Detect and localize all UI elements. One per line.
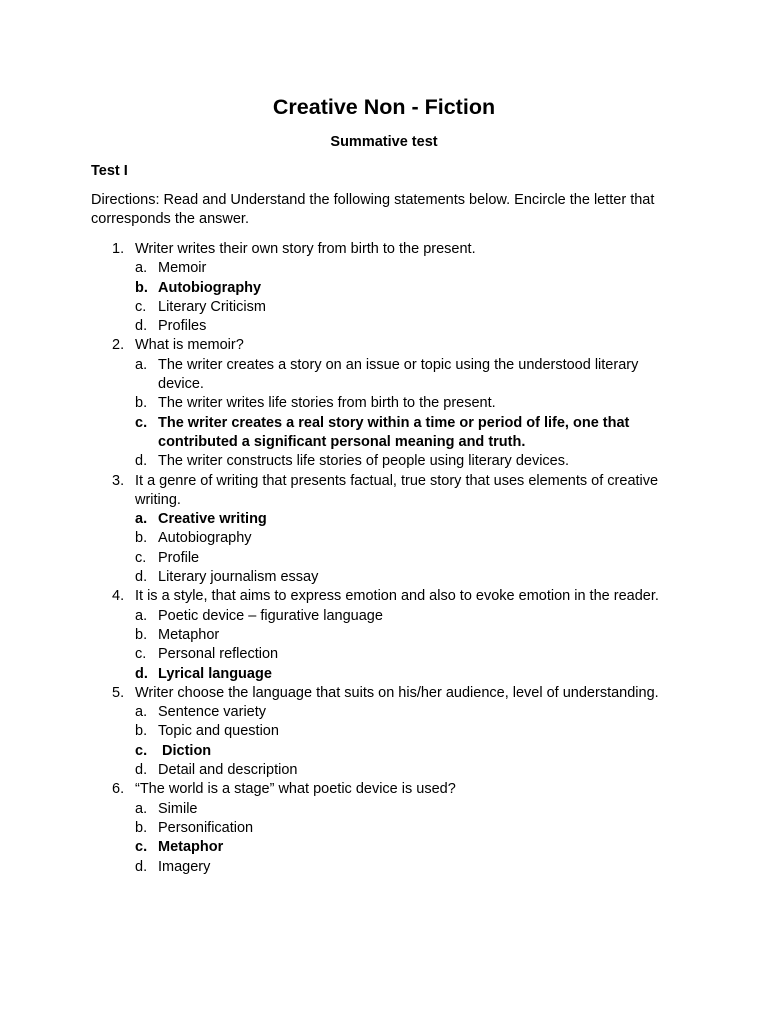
option-letter: d. [135, 453, 148, 470]
question-number: 6. [112, 781, 125, 798]
question-number: 3. [112, 472, 125, 489]
answer-option [0, 549, 768, 568]
question-item [0, 587, 768, 606]
option-text: Profile [158, 549, 200, 566]
option-letter: c. [135, 549, 147, 566]
question-text: Writer writes their own story from birth to the present. [135, 241, 476, 257]
option-letter: b. [135, 530, 148, 547]
option-letter: a. [135, 800, 148, 817]
option-text: Detail and description [158, 762, 298, 779]
answer-option-correct [0, 665, 768, 684]
option-text: Autobiography [158, 530, 252, 547]
answer-option [0, 800, 768, 819]
question-number: 5. [112, 684, 125, 701]
option-text: Autobiography [158, 279, 262, 296]
option-letter: d. [135, 858, 148, 875]
answer-option [0, 645, 768, 664]
option-text: Personal reflection [158, 646, 279, 663]
answer-option [0, 298, 768, 317]
option-letter: d. [135, 665, 148, 682]
question-text: Writer choose the language that suits on his/her audience, level of understanding. [135, 684, 659, 701]
answer-option [0, 568, 768, 587]
option-text: Metaphor [158, 839, 224, 856]
option-text: Sentence variety [158, 704, 267, 721]
option-text: The writer creates a real story within a time or period of life, one that contributed a significant personal meaning and truth. [158, 414, 630, 450]
answer-option [0, 703, 768, 722]
option-letter: b. [135, 279, 148, 296]
answer-option [0, 317, 768, 336]
option-text: Profiles [158, 318, 207, 335]
option-text: Simile [158, 800, 198, 817]
answer-option [0, 259, 768, 278]
page-subtitle: Summative test [330, 134, 438, 150]
option-text: The writer constructs life stories of people using literary devices. [158, 453, 570, 470]
question-item [0, 472, 768, 511]
option-text: Literary Criticism [158, 298, 266, 315]
answer-option-correct [0, 838, 768, 857]
option-letter: a. [135, 607, 148, 624]
option-text: Metaphor [158, 626, 220, 643]
answer-option-correct [0, 510, 768, 529]
option-text: Topic and question [158, 723, 279, 740]
answer-option [0, 858, 768, 877]
answer-option [0, 761, 768, 780]
option-text: The writer creates a story on an issue or topic using the understood literary device. [158, 356, 639, 393]
option-text: Imagery [158, 858, 211, 875]
option-letter: a. [135, 704, 148, 721]
answer-option [0, 452, 768, 471]
question-list [0, 240, 768, 877]
option-letter: a. [135, 511, 148, 528]
option-letter: d. [135, 762, 148, 779]
option-letter: b. [135, 626, 148, 643]
answer-option [0, 529, 768, 548]
option-letter: c. [135, 298, 147, 315]
option-letter: b. [135, 819, 148, 836]
option-text: Personification [158, 819, 254, 836]
option-letter: d. [135, 569, 148, 586]
option-letter: b. [135, 723, 148, 740]
question-item [0, 336, 768, 355]
question-number: 2. [112, 337, 125, 354]
section-heading: Test I [91, 163, 128, 179]
answer-option [0, 394, 768, 413]
answer-option-correct [0, 279, 768, 298]
option-text: Diction [158, 742, 212, 759]
question-item [0, 684, 768, 703]
answer-option [0, 722, 768, 741]
question-text: What is memoir? [135, 337, 244, 354]
option-letter: b. [135, 395, 148, 412]
answer-option [0, 819, 768, 838]
question-text: It a genre of writing that presents factual, true story that uses elements of creative writing. [135, 472, 659, 508]
question-item [0, 780, 768, 799]
question-item [0, 240, 768, 259]
option-text: Lyrical language [158, 665, 272, 682]
option-text: Creative writing [158, 511, 267, 528]
question-text: It is a style, that aims to express emotion and also to evoke emotion in the reader. [135, 588, 659, 605]
option-letter: c. [135, 646, 147, 663]
answer-option [0, 626, 768, 645]
question-number: 4. [112, 588, 125, 605]
option-letter: c. [135, 742, 148, 759]
answer-option [0, 607, 768, 626]
option-letter: d. [135, 318, 148, 335]
option-text: Memoir [158, 260, 207, 277]
option-letter: c. [135, 414, 148, 431]
option-text: The writer writes life stories from birth to the present. [158, 395, 496, 412]
question-number: 1. [112, 241, 125, 257]
answer-option-correct [0, 742, 768, 761]
question-text: “The world is a stage” what poetic device is used? [135, 781, 456, 798]
answer-option-correct [0, 414, 768, 453]
option-text: Poetic device – figurative language [158, 607, 383, 624]
option-letter: a. [135, 356, 148, 373]
option-letter: c. [135, 839, 148, 856]
directions-text: Directions: Read and Understand the following statements below. Encircle the letter that corresponds the answer. [91, 192, 655, 228]
option-text: Literary journalism essay [158, 569, 319, 586]
page-title: Creative Non - Fiction [272, 95, 496, 119]
option-letter: a. [135, 260, 148, 277]
answer-option [0, 356, 768, 395]
